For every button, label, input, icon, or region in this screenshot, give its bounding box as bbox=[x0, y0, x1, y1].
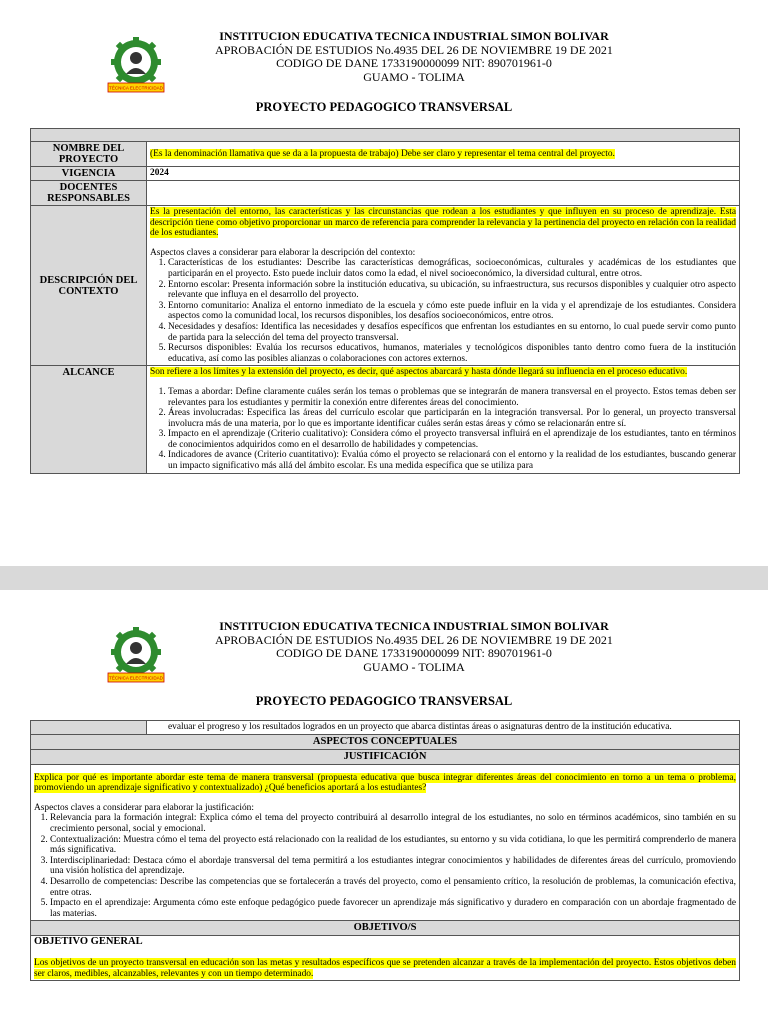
svg-text:TÉCNICA ELECTRICIDAD: TÉCNICA ELECTRICIDAD bbox=[109, 675, 163, 681]
justificacion-list bbox=[34, 813, 736, 919]
vigencia-value: 2024 bbox=[147, 167, 740, 181]
list-item: 1. Temas a abordar: Define claramente cuáles serán los temas o problemas que se integrarán de manera transversal en el proyecto. Estos temas deben ser relevantes para los estudiantes y permitir la conexión entre diferentes áreas del conocimiento. bbox=[168, 387, 736, 408]
approval-line: APROBACIÓN DE ESTUDIOS No.4935 DEL 26 DE NOVIEMBRE 19 DE 2021 bbox=[215, 632, 613, 647]
page-header bbox=[0, 620, 768, 680]
alcance-continuation: evaluar el progreso y los resultados logrados en un proyecto que abarca distintas áreas o asignaturas dentro de la institución educativa. bbox=[147, 721, 740, 735]
school-logo-icon bbox=[106, 626, 166, 686]
justificacion-intro: Explica por qué es importante abordar este tema de manera transversal (propuesta educativa que busca integrar diferentes áreas del conocimiento en torno a un tema o problema, promoviendo un aprendizaje significativo y contextualizado) ¿Qué beneficios aportará a los estudiantes? bbox=[34, 772, 736, 794]
list-item: 3. Interdisciplinariedad: Destaca cómo el abordaje transversal del tema permitirá a los estudiantes integrar conocimientos y habilidades de diferentes áreas del currículo, promoviendo una visión holística del aprendizaje. bbox=[50, 856, 736, 877]
list-item: 5. Recursos disponibles: Evalúa los recursos educativos, humanos, materiales y tecnológicos disponibles tanto dentro como fuera de la institución educativa, así como las posibles alianzas o colaboraciones con actores externos. bbox=[168, 343, 736, 364]
section-conceptual-row bbox=[31, 734, 740, 749]
objetivo-general-row bbox=[31, 936, 740, 981]
objetivo-general-intro: Los objetivos de un proyecto transversal en educación son las metas y resultados específicos que se pretenden alcanzar a través de la implementación del proyecto. Estos objetivos deben ser claros, medibles, alcanzables, relevantes y con un tiempo determinado. bbox=[34, 957, 736, 979]
list-item: 4. Necesidades y desafíos: Identifica las necesidades y desafíos específicos que enfrentan los estudiantes en su entorno, lo cual puede servir como punto de partida para la selección del tema del proyecto transversal. bbox=[168, 322, 736, 343]
contexto-label: DESCRIPCIÓN DEL CONTEXTO bbox=[31, 206, 147, 366]
list-item: 5. Impacto en el aprendizaje: Argumenta cómo este enfoque pedagógico puede favorecer un aprendizaje más significativo y duradero en comparación con un abordaje fragmentado de las materias. bbox=[50, 898, 736, 919]
institution-header-text bbox=[160, 30, 668, 84]
project-table bbox=[30, 128, 740, 474]
codes-line: CODIGO DE DANE 1733190000099 NIT: 890701961-0 bbox=[276, 56, 552, 70]
justificacion-row bbox=[31, 764, 740, 921]
contexto-row bbox=[31, 206, 740, 366]
institution-header-text bbox=[160, 620, 668, 674]
section-justificacion-row bbox=[31, 749, 740, 764]
document-title: PROYECTO PEDAGOGICO TRANSVERSAL bbox=[255, 100, 513, 114]
alcance-intro: Son refiere a los límites y la extensión del proyecto, es decir, qué aspectos abarcará y hasta dónde llegará su influencia en el proceso educativo. bbox=[150, 367, 688, 378]
location-line: GUAMO - TOLIMA bbox=[363, 659, 465, 674]
contexto-aspects-title: Aspectos claves a considerar para elaborar la descripción del contexto: bbox=[150, 247, 416, 258]
page-header bbox=[0, 30, 768, 90]
objetivo-general-label: OBJETIVO GENERAL bbox=[34, 936, 143, 948]
list-item: 1. Relevancia para la formación integral: Explica cómo el tema del proyecto contribuirá al desarrollo integral de los estudiantes, no solo en términos académicos, sino también en su crecimiento personal, social y emocional. bbox=[50, 813, 736, 834]
vigencia-row bbox=[31, 167, 740, 181]
justificacion-aspects-title: Aspectos claves a considerar para elaborar la justificación: bbox=[34, 802, 254, 813]
docentes-value bbox=[147, 181, 740, 206]
svg-text:TÉCNICA ELECTRICIDAD: TÉCNICA ELECTRICIDAD bbox=[109, 85, 163, 91]
document-page-2 bbox=[0, 590, 768, 1024]
alcance-row bbox=[31, 366, 740, 473]
institution-name: INSTITUCION EDUCATIVA TECNICA INDUSTRIAL SIMON BOLIVAR bbox=[219, 619, 609, 633]
nombre-value: (Es la denominación llamativa que se da a la propuesta de trabajo) Debe ser claro y representar el tema central del proyecto. bbox=[150, 148, 615, 159]
nombre-label: NOMBRE DEL PROYECTO bbox=[31, 142, 147, 167]
approval-line: APROBACIÓN DE ESTUDIOS No.4935 DEL 26 DE NOVIEMBRE 19 DE 2021 bbox=[215, 42, 613, 57]
section-objetivos-row bbox=[31, 921, 740, 936]
list-item: 1. Características de los estudiantes: Describe las características demográficas, socioeconómicas, culturales y académicas de los estudiantes que participarán en el proyecto. Esto puede incluir datos como la edad, el nivel socioeconómico, la diversidad cultural, entre otros. bbox=[168, 258, 736, 279]
codes-line: CODIGO DE DANE 1733190000099 NIT: 890701961-0 bbox=[276, 646, 552, 660]
vigencia-label: VIGENCIA bbox=[31, 167, 147, 181]
school-logo-icon bbox=[106, 36, 166, 96]
section-objetivos: OBJETIVO/S bbox=[31, 921, 740, 936]
list-item: 4. Indicadores de avance (Criterio cuantitativo): Evalúa cómo el proyecto se relacionará con el entorno y la realidad de los estudiantes, buscando generar un impacto significativo más allá del ámbito escolar. Es una medida específica que se utiliza para bbox=[168, 450, 736, 471]
docentes-label: DOCENTES RESPONSABLES bbox=[31, 181, 147, 206]
contexto-intro: Es la presentación del entorno, las características y las circunstancias que rodean a los estudiantes y que influyen en su proceso de aprendizaje. Esta descripción tiene como objetivo proporcionar un marco de referencia para comprender la relevancia y la pertinencia del proyecto en relación con la realidad de los estudiantes. bbox=[150, 207, 736, 239]
list-item: 2. Entorno escolar: Presenta información sobre la institución educativa, su ubicación, su infraestructura, sus recursos disponibles y cualquier otro aspecto relevante que influya en el desarrollo del proyecto. bbox=[168, 280, 736, 301]
project-table-continued bbox=[30, 720, 740, 981]
alcance-label: ALCANCE bbox=[31, 366, 147, 473]
docentes-row bbox=[31, 181, 740, 206]
table-header-row bbox=[31, 129, 740, 142]
continuation-row bbox=[31, 721, 740, 735]
alcance-list bbox=[150, 387, 736, 472]
section-conceptual: ASPECTOS CONCEPTUALES bbox=[31, 734, 740, 749]
list-item: 3. Impacto en el aprendizaje (Criterio cualitativo): Considera cómo el proyecto transversal influirá en el aprendizaje de los estudiantes, tanto en términos de conocimientos adquiridos como en el desarrollo de habilidades y competencias. bbox=[168, 429, 736, 450]
list-item: 4. Desarrollo de competencias: Describe las competencias que se fortalecerán a través del proyecto, como el pensamiento crítico, la resolución de problemas, la comunicación efectiva, entre otras. bbox=[50, 877, 736, 898]
section-justificacion: JUSTIFICACIÓN bbox=[31, 749, 740, 764]
document-title: PROYECTO PEDAGOGICO TRANSVERSAL bbox=[255, 694, 513, 708]
institution-name: INSTITUCION EDUCATIVA TECNICA INDUSTRIAL SIMON BOLIVAR bbox=[219, 29, 609, 43]
location-line: GUAMO - TOLIMA bbox=[363, 69, 465, 84]
nombre-row bbox=[31, 142, 740, 167]
list-item: 2. Contextualización: Muestra cómo el tema del proyecto está relacionado con la realidad de los estudiantes, su entorno y su vida cotidiana, lo que les permitirá comprenderlo de manera más significativa. bbox=[50, 835, 736, 856]
list-item: 3. Entorno comunitario: Analiza el entorno inmediato de la escuela y cómo este puede influir en la vida y el aprendizaje de los estudiantes. Considera aspectos como la comunidad local, los recursos disponibles, los desafíos socioeconómicos, entre otros. bbox=[168, 301, 736, 322]
list-item: 2. Áreas involucradas: Especifica las áreas del currículo escolar que participarán en la integración transversal. Por lo general, un proyecto transversal involucra más de una materia, por lo que es importante identificar cuáles serán estas áreas y cómo se relacionarán entre sí. bbox=[168, 408, 736, 429]
contexto-list bbox=[150, 258, 736, 364]
